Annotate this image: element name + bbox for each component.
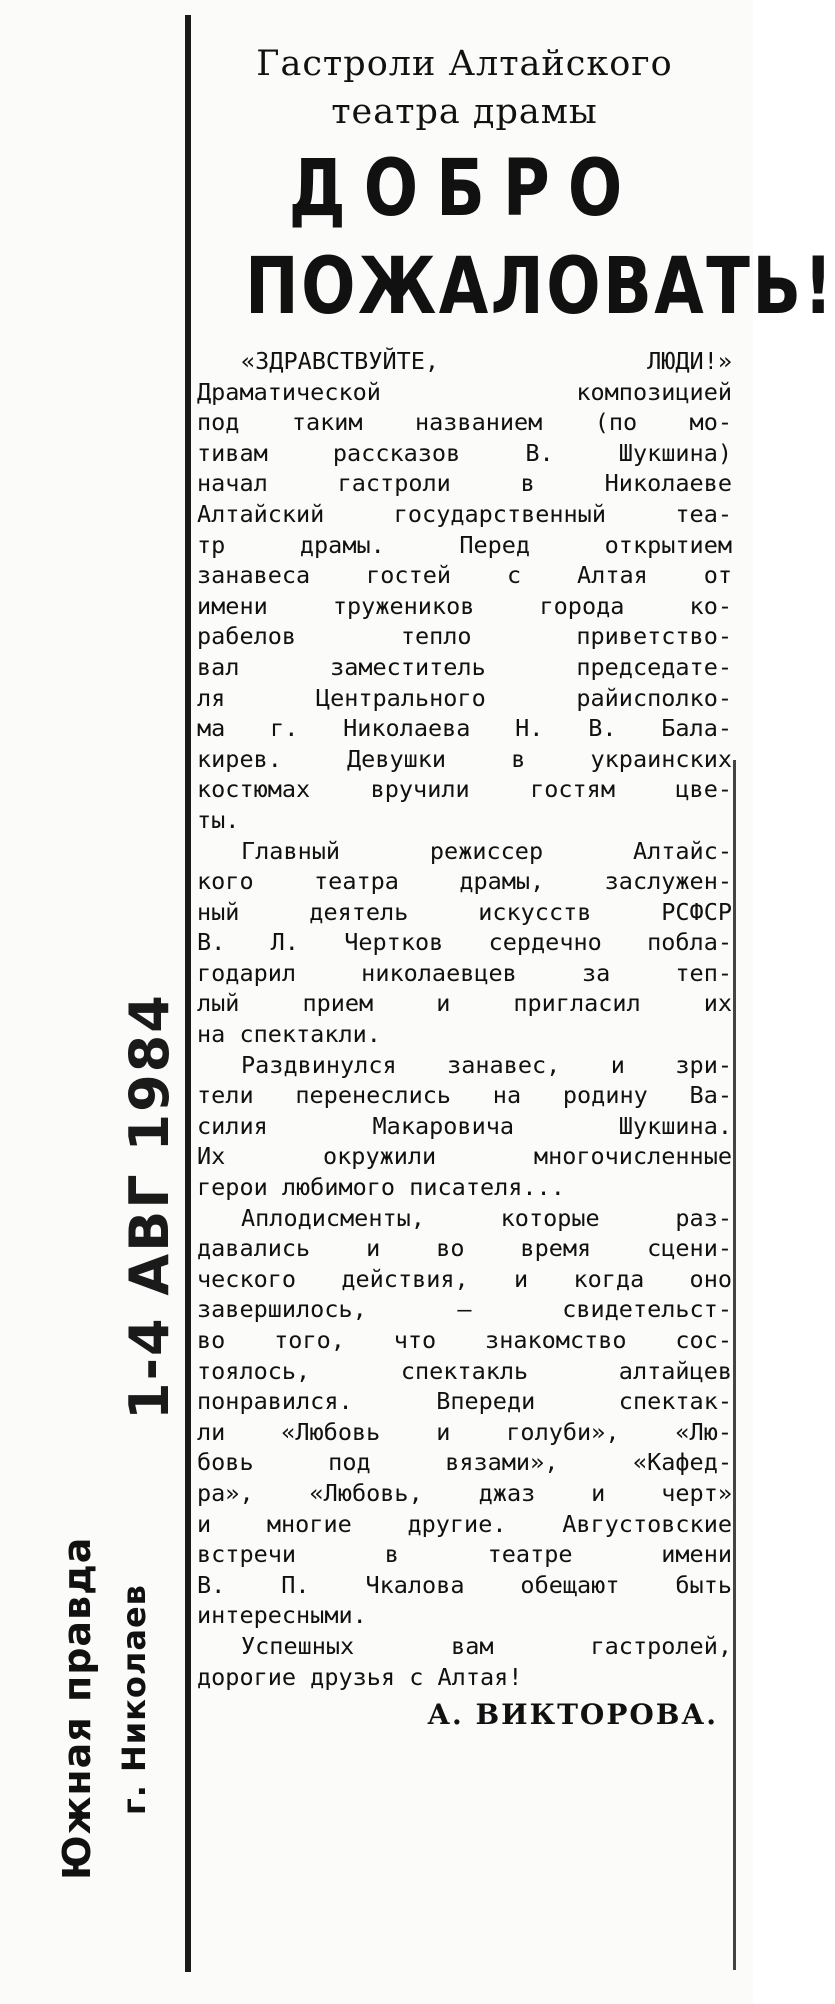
article-line: кого театра драмы, заслужен- (197, 867, 732, 896)
article-line: силия Макаровича Шукшина. (197, 1111, 732, 1140)
article-line: Раздвинулся занавес, и зри- (241, 1050, 732, 1079)
article-line: Главный режиссер Алтайс- (241, 836, 732, 865)
article-kicker (197, 40, 732, 136)
newspaper-name: Южная правда (55, 1536, 99, 1880)
article-line: встречи в театре имени (197, 1540, 732, 1569)
article-line: завершилось, — свидетельст- (197, 1295, 732, 1324)
newspaper-city: г. Николаев (115, 1584, 153, 1815)
article-paragraph (197, 1050, 732, 1203)
article-line: под таким названием (по мо- (197, 408, 732, 437)
article-paragraph (197, 1631, 732, 1692)
article-line: ма г. Николаева Н. В. Бала- (197, 714, 732, 743)
article-line: В. П. Чкалова обещают быть (197, 1570, 732, 1599)
article-line: понравился. Впереди спектак- (197, 1387, 732, 1416)
article-line: тоялось, спектакль алтайцев (197, 1356, 732, 1385)
article-line: тели перенеслись на родину Ва- (197, 1081, 732, 1110)
article (197, 20, 835, 1732)
article-line: тивам рассказов В. Шукшина) (197, 438, 732, 467)
headline-line-2: ПОЖАЛОВАТЬ! (245, 242, 835, 332)
date-stamp: 1-4 АВГ 1984 (118, 993, 181, 1420)
article-line: лый прием и пригласил их (197, 989, 732, 1018)
article-line: вал заместитель председате- (197, 652, 732, 681)
article-line: дорогие друзья с Алтая! (197, 1662, 523, 1691)
kicker-line-1: Гастроли Алтайского (256, 44, 673, 84)
article-line: герои любимого писателя... (197, 1173, 565, 1202)
column-rule-right (733, 760, 736, 1970)
article-body (197, 346, 732, 1692)
article-line: тр драмы. Перед открытием (197, 530, 732, 559)
article-line: ра», «Любовь, джаз и черт» (197, 1478, 732, 1507)
article-line: занавеса гостей с Алтая от (197, 561, 732, 590)
headline-line-1: ДОБРО (288, 144, 641, 234)
article-line: «ЗДРАВСТВУЙТЕ, ЛЮДИ!» (241, 347, 732, 375)
article-line: Драматической композицией (197, 377, 732, 406)
article-signature: А. ВИКТОРОВА. (427, 1698, 718, 1732)
article-line: Успешных вам гастролей, (241, 1631, 732, 1660)
article-line: рабелов тепло приветство- (197, 622, 732, 651)
article-headline (245, 140, 835, 336)
article-paragraph (197, 1203, 732, 1631)
article-line: ческого действия, и когда оно (197, 1264, 732, 1293)
article-line: интересными. (197, 1601, 367, 1630)
article-line: кирев. Девушки в украинских (197, 744, 732, 773)
article-line: во того, что знакомство сос- (197, 1326, 732, 1354)
article-line: Их окружили многочисленные (197, 1142, 732, 1171)
article-line: ли «Любовь и голуби», «Лю- (197, 1417, 732, 1446)
article-line: бовь под вязами», «Кафед- (197, 1448, 732, 1477)
article-paragraph (197, 836, 732, 1050)
article-paragraph (197, 346, 732, 836)
article-line: В. Л. Чертков сердечно побла- (197, 928, 732, 957)
article-line: ля Центрального райисполко- (197, 683, 732, 712)
article-line: Аплодисменты, которые раз- (241, 1203, 732, 1232)
article-line: костюмах вручили гостям цве- (197, 775, 732, 804)
article-line: начал гастроли в Николаеве (197, 469, 732, 498)
article-line: ты. (197, 805, 240, 834)
article-line: годарил николаевцев за теп- (197, 958, 732, 987)
article-line: Алтайский государственный теа- (197, 499, 732, 528)
kicker-line-2: театра драмы (331, 92, 598, 132)
article-line: ный деятель искусств РСФСР (197, 897, 732, 926)
article-line: на спектакли. (197, 1020, 381, 1049)
article-line: имени тружеников города ко- (197, 591, 732, 620)
article-line: и многие другие. Августовские (197, 1509, 732, 1538)
article-line: давались и во время сцени- (197, 1234, 732, 1263)
